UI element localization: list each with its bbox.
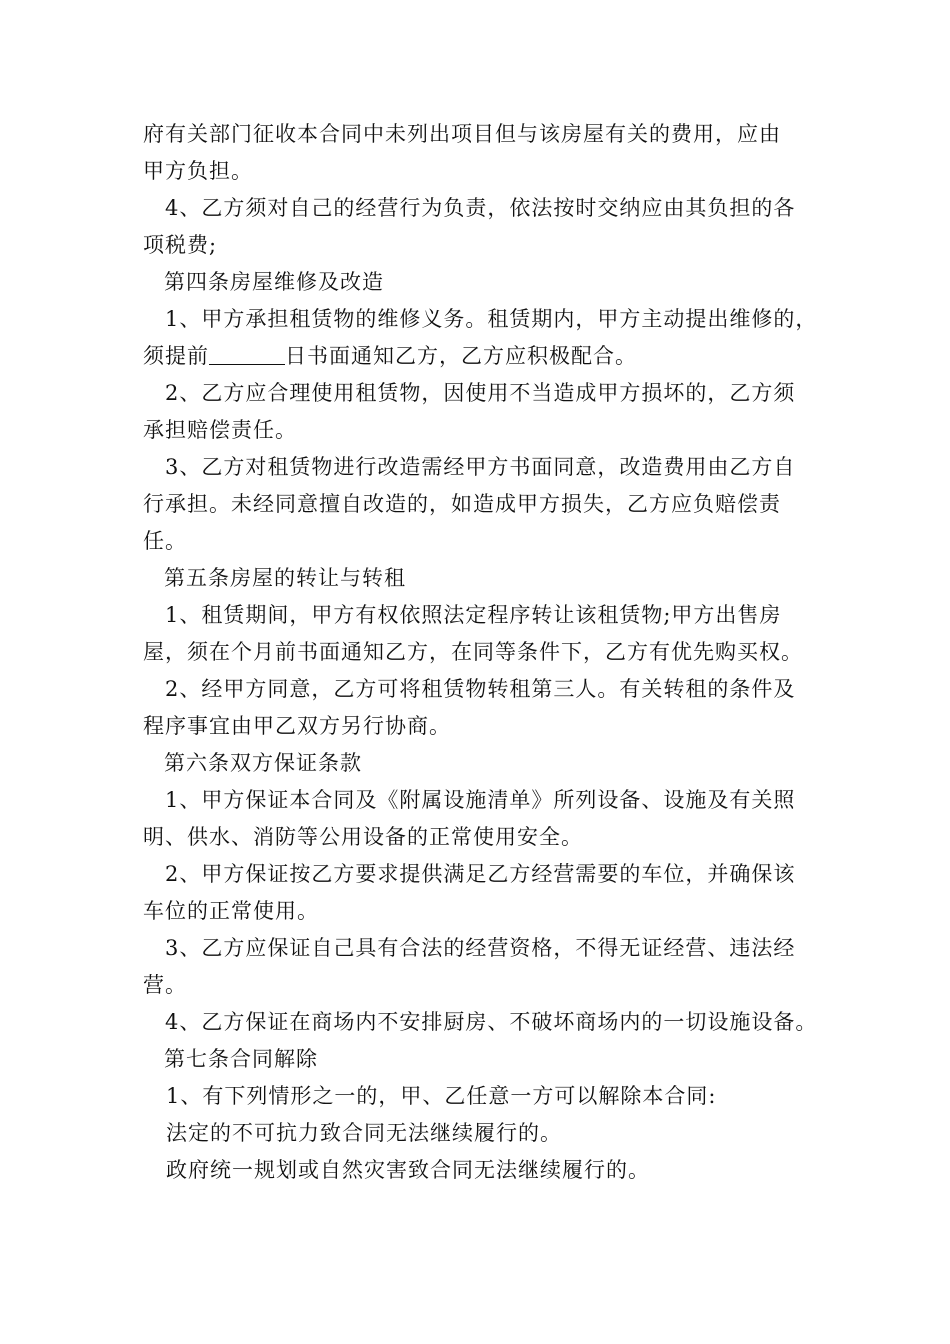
clause-1-transfer: 1、租赁期间，甲方有权依照法定程序转让该租赁物;甲方出售房 xyxy=(165,603,782,627)
text-line: 车位的正常使用。 xyxy=(143,899,319,923)
text-line: 行承担。未经同意擅自改造的，如造成甲方损失，乙方应负赔偿责 xyxy=(143,492,781,516)
clause-1-maintenance: 1、甲方承担租赁物的维修义务。租赁期内，甲方主动提出维修的， xyxy=(165,307,818,331)
clause-1-termination: 1、有下列情形之一的，甲、乙任意一方可以解除本合同: xyxy=(166,1084,717,1108)
termination-case-force-majeure: 法定的不可抗力致合同无法继续履行的。 xyxy=(166,1121,562,1145)
text-line: 程序事宜由甲乙双方另行协商。 xyxy=(143,714,451,738)
article-7-heading: 第七条合同解除 xyxy=(164,1047,318,1071)
article-4-heading: 第四条房屋维修及改造 xyxy=(164,270,384,294)
document-body xyxy=(143,116,823,1189)
text-line: 明、供水、消防等公用设备的正常使用安全。 xyxy=(143,825,583,849)
text-line-with-blank xyxy=(143,338,823,375)
text-line: 承担赔偿责任。 xyxy=(143,418,297,442)
clause-3-qualification: 3、乙方应保证自己具有合法的经营资格，不得无证经营、违法经 xyxy=(165,936,796,960)
clause-2-usage: 2、乙方应合理使用租赁物，因使用不当造成甲方损坏的，乙方须 xyxy=(165,381,796,405)
article-5-heading: 第五条房屋的转让与转租 xyxy=(164,566,406,590)
fill-in-blank[interactable] xyxy=(209,342,285,365)
clause-4-tax: 4、乙方须对自己的经营行为负责，依法按时交纳应由其负担的各 xyxy=(165,196,796,220)
clause-3-renovation: 3、乙方对租赁物进行改造需经甲方书面同意，改造费用由乙方自 xyxy=(165,455,796,479)
article-6-heading: 第六条双方保证条款 xyxy=(164,751,362,775)
text-line: 项税费; xyxy=(143,233,218,257)
text-line: 营。 xyxy=(143,973,187,997)
text-line: 任。 xyxy=(143,529,187,553)
clause-1-facilities: 1、甲方保证本合同及《附属设施清单》所列设备、设施及有关照 xyxy=(165,788,796,812)
text-line: 甲方负担。 xyxy=(143,159,253,183)
text-fragment: 日书面通知乙方，乙方应积极配合。 xyxy=(285,344,637,368)
clause-2-sublease: 2、经甲方同意，乙方可将租赁物转租第三人。有关转租的条件及 xyxy=(165,677,796,701)
termination-case-planning: 政府统一规划或自然灾害致合同无法继续履行的。 xyxy=(166,1158,650,1182)
text-fragment: 须提前 xyxy=(143,344,209,368)
clause-4-kitchen: 4、乙方保证在商场内不安排厨房、不破坏商场内的一切设施设备。 xyxy=(165,1010,818,1034)
text-line: 屋，须在个月前书面通知乙方，在同等条件下，乙方有优先购买权。 xyxy=(143,640,803,664)
text-line: 府有关部门征收本合同中未列出项目但与该房屋有关的费用，应由 xyxy=(143,122,781,146)
clause-2-parking: 2、甲方保证按乙方要求提供满足乙方经营需要的车位，并确保该 xyxy=(165,862,796,886)
